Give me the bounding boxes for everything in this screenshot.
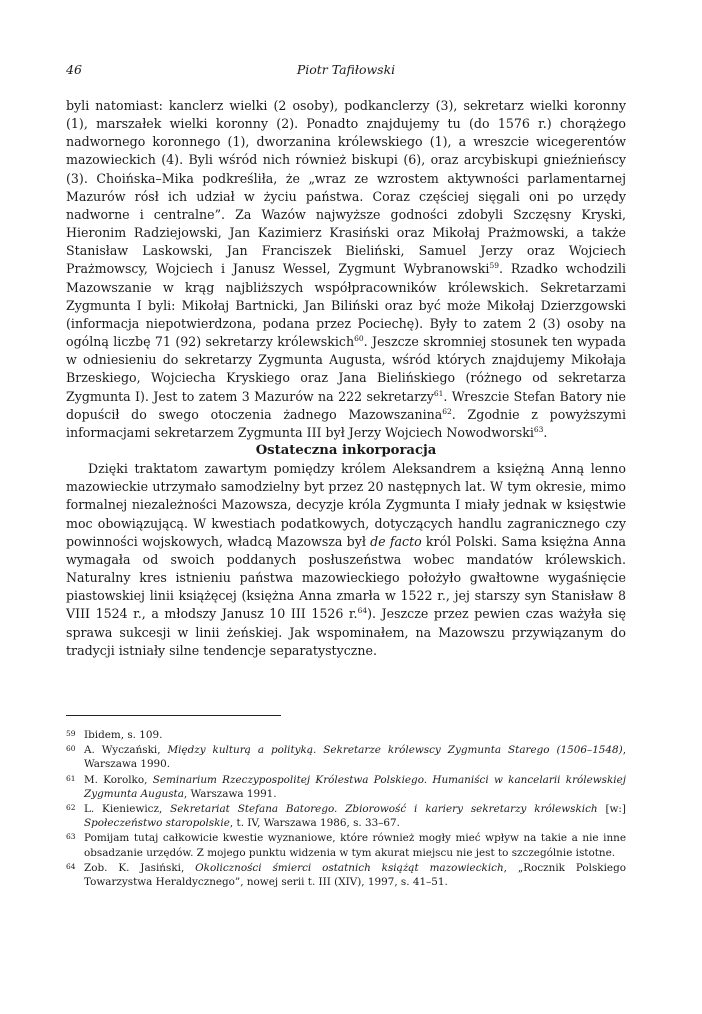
paragraph-1-text-c: . Jeszcze skromniej stosunek ten wypada w odniesieniu do sekretarzy Zygmunta Augusta, wśród których znajdujemy Mikołaja Brzeskiego, Wojciecha Kryskiego oraz Jana Bielińskiego (różnego od sekretarza Zygmunta I). Jest to zatem 3 Mazurów na 222 sekretarzy	[66, 334, 626, 404]
paragraph-1-text-d: . Wreszcie Stefan Batory nie dopuścił do swego otoczenia żadnego Mazowszanina	[66, 388, 626, 422]
footnote-63	[66, 831, 626, 859]
page-number: 46	[66, 62, 82, 77]
footnote-64	[66, 861, 626, 889]
footnote-separator	[66, 715, 281, 716]
section-heading: Ostateczna inkorporacja	[255, 442, 437, 458]
footnote-text: Zob. K. Jasiński,	[84, 861, 196, 874]
paragraph-1-text-b: . Rzadko wchodzili Mazowszanie w krąg najbliższych współpracowników królewskich. Sekretarzami Zygmunta I byli: Mikołaj Bartnicki, Jan Biliński oraz być może Mikołaj Dzierzgowski (informacja niepotwierdzona, podana przez Pociechę). Były to zatem 2 (3) osoby na ogólną liczbę 71 (92) sekretarzy królewskich	[66, 261, 627, 350]
paragraph-1	[66, 97, 626, 442]
footnotes	[66, 728, 626, 890]
running-header	[66, 62, 626, 80]
footnote-ref-61[interactable]: 61	[433, 388, 444, 398]
footnote-number: 62	[66, 803, 76, 813]
footnote-ref-63[interactable]: 63	[533, 424, 544, 434]
footnote-text: L. Kieniewicz,	[84, 803, 171, 816]
footnote-ref-64[interactable]: 64	[357, 606, 368, 616]
footnote-ref-60[interactable]: 60	[354, 333, 364, 343]
running-header-author: Piotr Tafiłowski	[296, 62, 396, 77]
footnote-number: 59	[66, 729, 76, 738]
paragraph-2-italic: de facto	[370, 533, 422, 549]
footnote-text: M. Korolko,	[84, 773, 153, 786]
main-text	[66, 97, 626, 660]
footnote-title: Między kulturą a polityką. Sekretarze królewscy Zygmunta Starego (1506–1548)	[167, 744, 623, 757]
footnote-text: , Warszawa 1991.	[183, 787, 277, 800]
footnote-number: 60	[66, 744, 76, 754]
footnote-title: Seminarium Rzeczypospolitej Królestwa Polskiego. Humaniści w kancelarii królewskiej Zygmunta Augusta	[84, 773, 626, 800]
footnote-text: , t. IV, Warszawa 1986, s. 33–67.	[229, 817, 400, 830]
footnote-text: Pomijam tutaj całkowicie kwestie wyznaniowe, które również mogły mieć wpływ na takie a nie inne obsadzanie urzędów. Z mojego punktu widzenia w tym akurat miejscu nie jest to szczególnie istotne.	[84, 832, 626, 859]
paragraph-2	[66, 460, 626, 660]
footnote-number: 64	[66, 861, 76, 871]
paragraph-1-text-e: . Zgodnie z powyższymi informacjami sekretarzem Zygmunta III był Jerzy Wojciech Nowodworski	[66, 406, 626, 440]
paragraph-2-text-a: Dzięki traktatom zawartym pomiędzy królem Aleksandrem a księżną Anną lenno mazowieckie utrzymało samodzielny byt przez 20 następnych lat. W tym okresie, mimo formalnej niezależności Mazowsza, decyzje króla Zygmunta I miały jednak w księstwie moc obowiązującą. W kwestiach podatkowych, dotyczących handlu zagranicznego czy powinności wojskowych, władcą Mazowsza był	[66, 461, 626, 549]
footnote-title: Sekretariat Stefana Batorego. Zbiorowość i kariery sekretarzy królewskich	[170, 803, 598, 816]
footnote-62	[66, 802, 626, 830]
footnote-60	[66, 743, 626, 771]
paragraph-2-text-e: ). Jeszcze przez pewien czas ważyła się sprawa sukcesji w linii żeńskiej. Jak wspominałem, na Mazowszu przywiązanym do tradycji istniały silne tendencje separatystyczne.	[66, 606, 626, 658]
footnote-text: Ibidem, s. 109.	[84, 729, 163, 741]
footnote-59	[66, 728, 626, 742]
footnote-61	[66, 773, 626, 801]
paragraph-1-text-f: .	[543, 424, 548, 440]
footnote-number: 61	[66, 773, 76, 783]
footnote-text: A. Wyczański,	[84, 744, 168, 757]
footnote-title: Okoliczności śmierci ostatnich książąt mazowieckich	[195, 861, 504, 874]
footnote-text: , „Rocznik Polskiego Towarzystwa Heraldycznego”, nowej serii t. III (XIV), 1997, s. 41–51.	[84, 861, 626, 889]
paragraph-1-text-a: byli natomiast: kanclerz wielki (2 osoby), podkanclerzy (3), sekretarz wielki koronny (1), marszałek wielki koronny (2). Ponadto znajdujemy tu (do 1576 r.) chorążego nadwornego koronnego (1), dworzanina królewskiego (1), a wreszcie wicegerentów mazowieckich (4). Byli wśród nich również biskupi (6), oraz arcybiskupi gnieźnieńscy (3). Choińska–Mika podkreśliła, że „wraz ze wzrostem aktywności parlamentarnej Mazurów rósł ich udział w życiu państwa. Coraz częściej sięgali oni po urzędy nadworne i centralne”. Za Wazów najwyższe godności zdobyli Szczęsny Kryski, Hieronim Radziejowski, Jan Kazimierz Krasiński oraz Mikołaj Prażmowski, a także Stanisław Laskowski, Jan Franciszek Bieliński, Samuel Jerzy oraz Wojciech Prażmowscy, Wojciech i Janusz Wessel, Zygmunt Wybranowski	[66, 98, 626, 277]
footnote-number: 63	[66, 832, 76, 842]
footnote-ref-62[interactable]: 62	[442, 406, 452, 416]
footnote-title: Społeczeństwo staropolskie	[84, 817, 230, 830]
footnote-ref-59[interactable]: 59	[489, 261, 499, 271]
footnote-text: [w:]	[597, 803, 626, 816]
paragraph-2-text-c: król Polski. Sama księżna Anna wymagała od swoich poddanych posłuszeństwa wobec mandatów królewskich. Naturalny kres istnieniu państwa mazowieckiego położyło gwałtowne wygaśnięcie piastowskiej linii książęcej (księżna Anna zmarła w 1522 r., jej starszy syn Stanisław 8 VIII 1524 r., a młodszy Janusz 10 III 1526 r.	[66, 533, 626, 622]
footnote-text: , Warszawa 1990.	[84, 744, 627, 771]
